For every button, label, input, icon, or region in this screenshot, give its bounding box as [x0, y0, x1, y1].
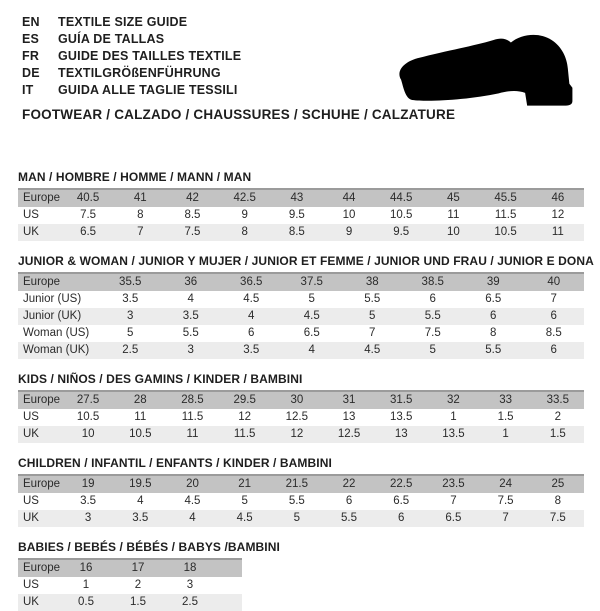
size-value: 8: [463, 325, 524, 342]
size-value: 7: [480, 510, 532, 527]
size-value: 40.5: [62, 189, 114, 207]
size-value: 41: [114, 189, 166, 207]
table-row: [18, 224, 584, 241]
size-value: 2.5: [100, 342, 161, 359]
size-value: 4.5: [219, 510, 271, 527]
row-label: Woman (US): [18, 325, 100, 342]
size-value: 20: [166, 475, 218, 493]
size-value: 2.5: [164, 594, 216, 611]
row-label: UK: [18, 224, 62, 241]
section-children: [18, 456, 600, 527]
size-value: 44: [323, 189, 375, 207]
size-value: 4: [114, 493, 166, 510]
size-value: 3.5: [221, 342, 282, 359]
language-code: DE: [22, 66, 40, 80]
size-value: 43: [271, 189, 323, 207]
size-value: 29.5: [219, 391, 271, 409]
size-value: 5.5: [342, 291, 403, 308]
spacer-cell: [216, 577, 242, 594]
size-value: 13: [375, 426, 427, 443]
language-title: TEXTILE SIZE GUIDE: [58, 15, 188, 29]
size-value: 12: [271, 426, 323, 443]
row-label: US: [18, 577, 60, 594]
size-value: 5.5: [323, 510, 375, 527]
section-kids: [18, 372, 600, 443]
size-value: 3.5: [100, 291, 161, 308]
size-value: 4.5: [342, 342, 403, 359]
size-value: 7.5: [166, 224, 218, 241]
size-value: 4: [221, 308, 282, 325]
section-title: JUNIOR & WOMAN / JUNIOR Y MUJER / JUNIOR ET FEMME / JUNIOR UND FRAU / JUNIOR E DONA: [18, 254, 594, 268]
row-label: Europe: [18, 559, 60, 577]
size-value: 11: [166, 426, 218, 443]
size-value: 3: [100, 308, 161, 325]
size-value: 46: [532, 189, 584, 207]
size-value: 38.5: [403, 273, 464, 291]
table-header-row: [18, 189, 584, 207]
language-code: EN: [22, 15, 40, 29]
language-title: GUIDA ALLE TAGLIE TESSILI: [58, 83, 238, 97]
size-value: 1.5: [112, 594, 164, 611]
size-tables: [0, 170, 600, 611]
table-header-row: [18, 273, 584, 291]
language-code: IT: [22, 83, 34, 97]
size-value: 11: [114, 409, 166, 426]
spacer-cell: [216, 594, 242, 611]
size-value: 2: [112, 577, 164, 594]
size-value: 10.5: [375, 207, 427, 224]
size-value: 18: [164, 559, 216, 577]
size-value: 10.5: [480, 224, 532, 241]
size-value: 12: [532, 207, 584, 224]
size-value: 6.5: [62, 224, 114, 241]
size-value: 3.5: [114, 510, 166, 527]
size-value: 1: [60, 577, 112, 594]
size-value: 1.5: [480, 409, 532, 426]
table-row: [18, 207, 584, 224]
table-row: [18, 308, 584, 325]
size-value: 44.5: [375, 189, 427, 207]
size-value: 28: [114, 391, 166, 409]
size-value: 6: [221, 325, 282, 342]
row-label: UK: [18, 426, 62, 443]
language-line-en: [22, 14, 600, 31]
table-header-row: [18, 559, 242, 577]
size-value: 19: [62, 475, 114, 493]
row-label: US: [18, 207, 62, 224]
size-value: 27.5: [62, 391, 114, 409]
size-value: 8.5: [166, 207, 218, 224]
size-value: 3.5: [161, 308, 222, 325]
language-title: TEXTILGRÖßENFÜHRUNG: [58, 66, 221, 80]
size-value: 23.5: [427, 475, 479, 493]
row-label: Junior (US): [18, 291, 100, 308]
size-value: 5: [271, 510, 323, 527]
size-value: 6.5: [282, 325, 343, 342]
section-man: [18, 170, 600, 241]
row-label: Junior (UK): [18, 308, 100, 325]
size-table-babies: [18, 558, 242, 611]
size-value: 30: [271, 391, 323, 409]
size-value: 31.5: [375, 391, 427, 409]
size-value: 45.5: [480, 189, 532, 207]
size-value: 7: [427, 493, 479, 510]
size-value: 42: [166, 189, 218, 207]
size-value: 5: [219, 493, 271, 510]
row-label: Europe: [18, 391, 62, 409]
size-value: 4.5: [166, 493, 218, 510]
size-value: 3.5: [62, 493, 114, 510]
size-value: 6.5: [375, 493, 427, 510]
row-label: Europe: [18, 189, 62, 207]
size-value: 1.5: [532, 426, 584, 443]
size-value: 0.5: [60, 594, 112, 611]
size-value: 5: [342, 308, 403, 325]
size-value: 6: [375, 510, 427, 527]
row-label: US: [18, 409, 62, 426]
language-code: ES: [22, 32, 40, 46]
size-value: 22: [323, 475, 375, 493]
section-babies: [18, 540, 600, 611]
table-row: [18, 493, 584, 510]
size-value: 4: [166, 510, 218, 527]
language-title: GUÍA DE TALLAS: [58, 32, 165, 46]
size-value: 12.5: [271, 409, 323, 426]
size-value: 25: [532, 475, 584, 493]
size-value: 5: [403, 342, 464, 359]
size-value: 33.5: [532, 391, 584, 409]
size-value: 11.5: [166, 409, 218, 426]
size-value: 3: [164, 577, 216, 594]
size-value: 5.5: [403, 308, 464, 325]
size-value: 10: [323, 207, 375, 224]
size-value: 13: [323, 409, 375, 426]
size-value: 10: [62, 426, 114, 443]
table-header-row: [18, 391, 584, 409]
size-value: 7.5: [532, 510, 584, 527]
section-junior-woman: [18, 254, 600, 359]
row-label: US: [18, 493, 62, 510]
size-value: 6.5: [463, 291, 524, 308]
size-value: 8: [219, 224, 271, 241]
size-value: 12.5: [323, 426, 375, 443]
size-value: 36: [161, 273, 222, 291]
size-value: 39: [463, 273, 524, 291]
size-value: 9: [323, 224, 375, 241]
size-value: 7: [114, 224, 166, 241]
size-value: 5.5: [161, 325, 222, 342]
size-value: 8: [532, 493, 584, 510]
size-value: 6: [524, 308, 585, 325]
table-row: [18, 594, 242, 611]
size-value: 7: [524, 291, 585, 308]
size-value: 4: [161, 291, 222, 308]
table-row: [18, 577, 242, 594]
size-value: 24: [480, 475, 532, 493]
size-value: 11.5: [480, 207, 532, 224]
size-value: 3: [161, 342, 222, 359]
size-value: 1: [480, 426, 532, 443]
table-header-row: [18, 475, 584, 493]
size-value: 21.5: [271, 475, 323, 493]
size-value: 37.5: [282, 273, 343, 291]
size-value: 7.5: [62, 207, 114, 224]
size-value: 35.5: [100, 273, 161, 291]
size-value: 7.5: [403, 325, 464, 342]
size-value: 16: [60, 559, 112, 577]
size-value: 9.5: [271, 207, 323, 224]
table-row: [18, 409, 584, 426]
category-heading: FOOTWEAR / CALZADO / CHAUSSURES / SCHUHE / CALZATURE: [22, 107, 456, 122]
size-value: 12: [219, 409, 271, 426]
size-value: 22.5: [375, 475, 427, 493]
section-title: MAN / HOMBRE / HOMME / MANN / MAN: [18, 170, 252, 184]
size-value: 3: [62, 510, 114, 527]
language-title: GUIDE DES TAILLES TEXTILE: [58, 49, 242, 63]
size-value: 8.5: [271, 224, 323, 241]
size-value: 31: [323, 391, 375, 409]
size-value: 21: [219, 475, 271, 493]
size-value: 9.5: [375, 224, 427, 241]
spacer-cell: [216, 559, 242, 577]
size-value: 5.5: [463, 342, 524, 359]
row-label: UK: [18, 594, 60, 611]
size-value: 1: [427, 409, 479, 426]
size-value: 10: [427, 224, 479, 241]
size-value: 11: [532, 224, 584, 241]
size-value: 19.5: [114, 475, 166, 493]
size-value: 2: [532, 409, 584, 426]
size-value: 8.5: [524, 325, 585, 342]
size-value: 45: [427, 189, 479, 207]
size-value: 28.5: [166, 391, 218, 409]
size-value: 40: [524, 273, 585, 291]
row-label: UK: [18, 510, 62, 527]
size-value: 4.5: [221, 291, 282, 308]
size-value: 42.5: [219, 189, 271, 207]
size-value: 33: [480, 391, 532, 409]
size-value: 10.5: [114, 426, 166, 443]
table-row: [18, 291, 584, 308]
size-value: 8: [114, 207, 166, 224]
table-row: [18, 342, 584, 359]
table-row: [18, 426, 584, 443]
size-value: 6: [524, 342, 585, 359]
language-code: FR: [22, 49, 40, 63]
section-title: KIDS / NIÑOS / DES GAMINS / KINDER / BAMBINI: [18, 372, 303, 386]
section-title: CHILDREN / INFANTIL / ENFANTS / KINDER / BAMBINI: [18, 456, 332, 470]
table-row: [18, 510, 584, 527]
size-table-kids: [18, 390, 584, 443]
size-value: 5: [100, 325, 161, 342]
size-table-junior-woman: [18, 272, 584, 359]
row-label: Europe: [18, 475, 62, 493]
row-label: Woman (UK): [18, 342, 100, 359]
size-value: 11.5: [219, 426, 271, 443]
size-value: 5: [282, 291, 343, 308]
size-value: 17: [112, 559, 164, 577]
size-value: 5.5: [271, 493, 323, 510]
section-title: BABIES / BEBÉS / BÉBÉS / BABYS /BAMBINI: [18, 540, 280, 554]
size-value: 13.5: [375, 409, 427, 426]
size-table-children: [18, 474, 584, 527]
size-value: 6: [323, 493, 375, 510]
size-value: 10.5: [62, 409, 114, 426]
size-value: 32: [427, 391, 479, 409]
row-label: Europe: [18, 273, 100, 291]
size-value: 4.5: [282, 308, 343, 325]
size-value: 7: [342, 325, 403, 342]
size-value: 6: [403, 291, 464, 308]
size-value: 7.5: [480, 493, 532, 510]
table-row: [18, 325, 584, 342]
size-value: 9: [219, 207, 271, 224]
size-value: 36.5: [221, 273, 282, 291]
size-value: 4: [282, 342, 343, 359]
size-value: 13.5: [427, 426, 479, 443]
size-table-man: [18, 188, 584, 241]
size-value: 6.5: [427, 510, 479, 527]
size-value: 38: [342, 273, 403, 291]
size-value: 6: [463, 308, 524, 325]
dress-shoe-icon: [398, 30, 578, 110]
size-value: 11: [427, 207, 479, 224]
